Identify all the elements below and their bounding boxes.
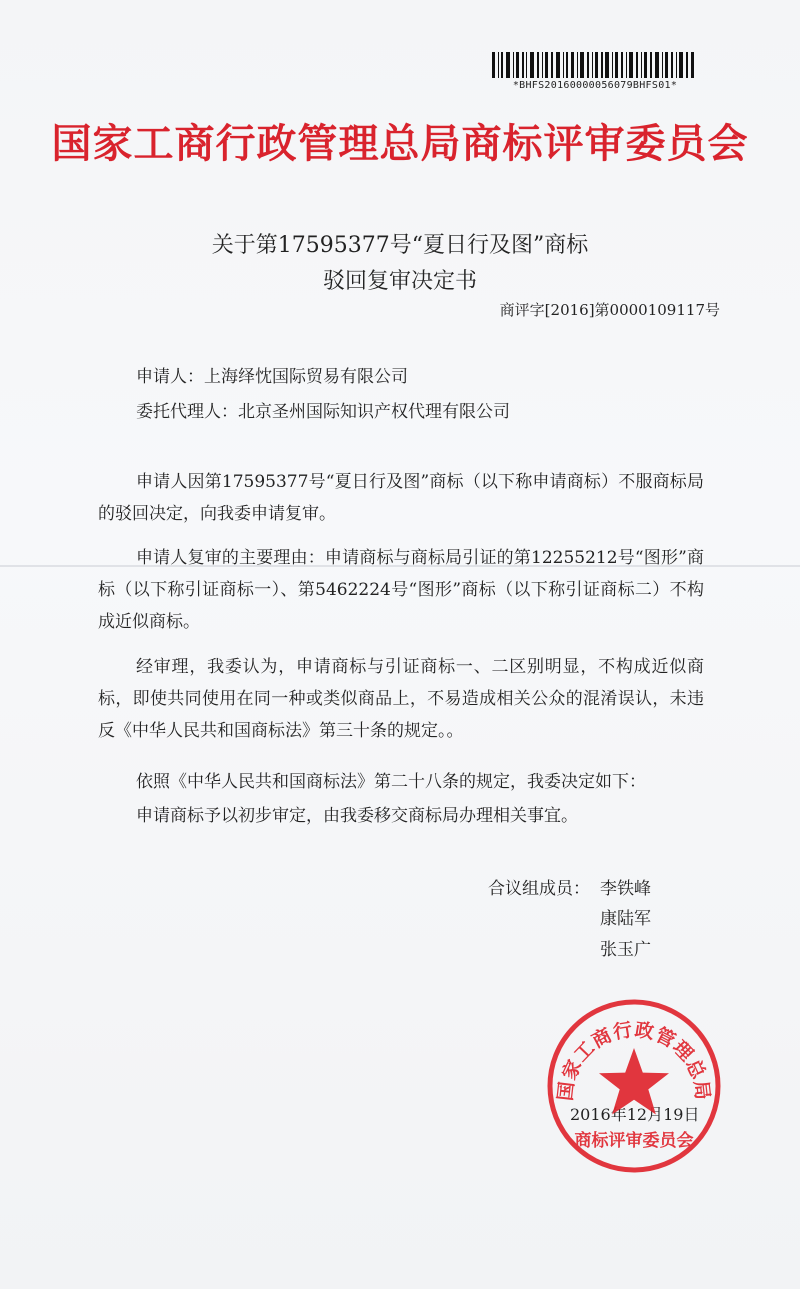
barcode <box>490 50 700 91</box>
panel-members-label: 合议组成员： <box>488 879 590 899</box>
barcode-bars <box>490 50 700 78</box>
applicant-label: 申请人： <box>136 367 204 387</box>
applicant-name: 上海绎忱国际贸易有限公司 <box>204 367 408 387</box>
official-seal <box>544 996 724 1176</box>
body-paragraph-5: 申请商标予以初步审定，由我委移交商标局办理相关事宜。 <box>136 806 578 826</box>
agent-name: 北京圣州国际知识产权代理有限公司 <box>238 402 510 422</box>
agent-field <box>136 397 510 422</box>
issuing-organization: 国家工商行政管理总局商标评审委员会 <box>51 121 749 167</box>
document-title-line1: 关于第17595377号“夏日行及图”商标 <box>211 233 589 258</box>
seal-star-icon <box>599 1048 669 1115</box>
seal-top-text: 国家工商行政管理总局 <box>554 1018 714 1102</box>
body-paragraph-1: 申请人因第17595377号“夏日行及图”商标（以下称申请商标）不服商标局的驳回决定，向我委申请复审。 <box>98 472 704 524</box>
panel-member: 张玉广 <box>600 940 651 960</box>
body-paragraph-3: 经审理，我委认为，申请商标与引证商标一、二区别明显，不构成近似商标，即使共同使用在同一种或类似商品上，不易造成相关公众的混淆误认，未违反《中华人民共和国商标法》第三十条的规定。。 <box>98 657 704 741</box>
decision-date: 2016年12月19日 <box>570 1105 700 1124</box>
body-paragraph-2: 申请人复审的主要理由：申请商标与商标局引证的第12255212号“图形”商标（以下称引证商标一）、第5462224号“图形”商标（以下称引证商标二）不构成近似商标。 <box>98 548 704 632</box>
agent-label: 委托代理人： <box>136 402 238 422</box>
panel-member: 康陆军 <box>600 909 651 929</box>
seal-bottom-text: 商标评审委员会 <box>574 1131 694 1151</box>
panel-member: 李铁峰 <box>600 879 651 899</box>
document-number: 商评字[2016]第0000109117号 <box>499 301 720 319</box>
barcode-number: *BHFS20160000056079BHFS01* <box>512 80 678 91</box>
applicant-field <box>136 362 408 387</box>
body-paragraph-4: 依照《中华人民共和国商标法》第二十八条的规定，我委决定如下： <box>136 772 646 792</box>
document-title-line2: 驳回复审决定书 <box>322 269 477 294</box>
